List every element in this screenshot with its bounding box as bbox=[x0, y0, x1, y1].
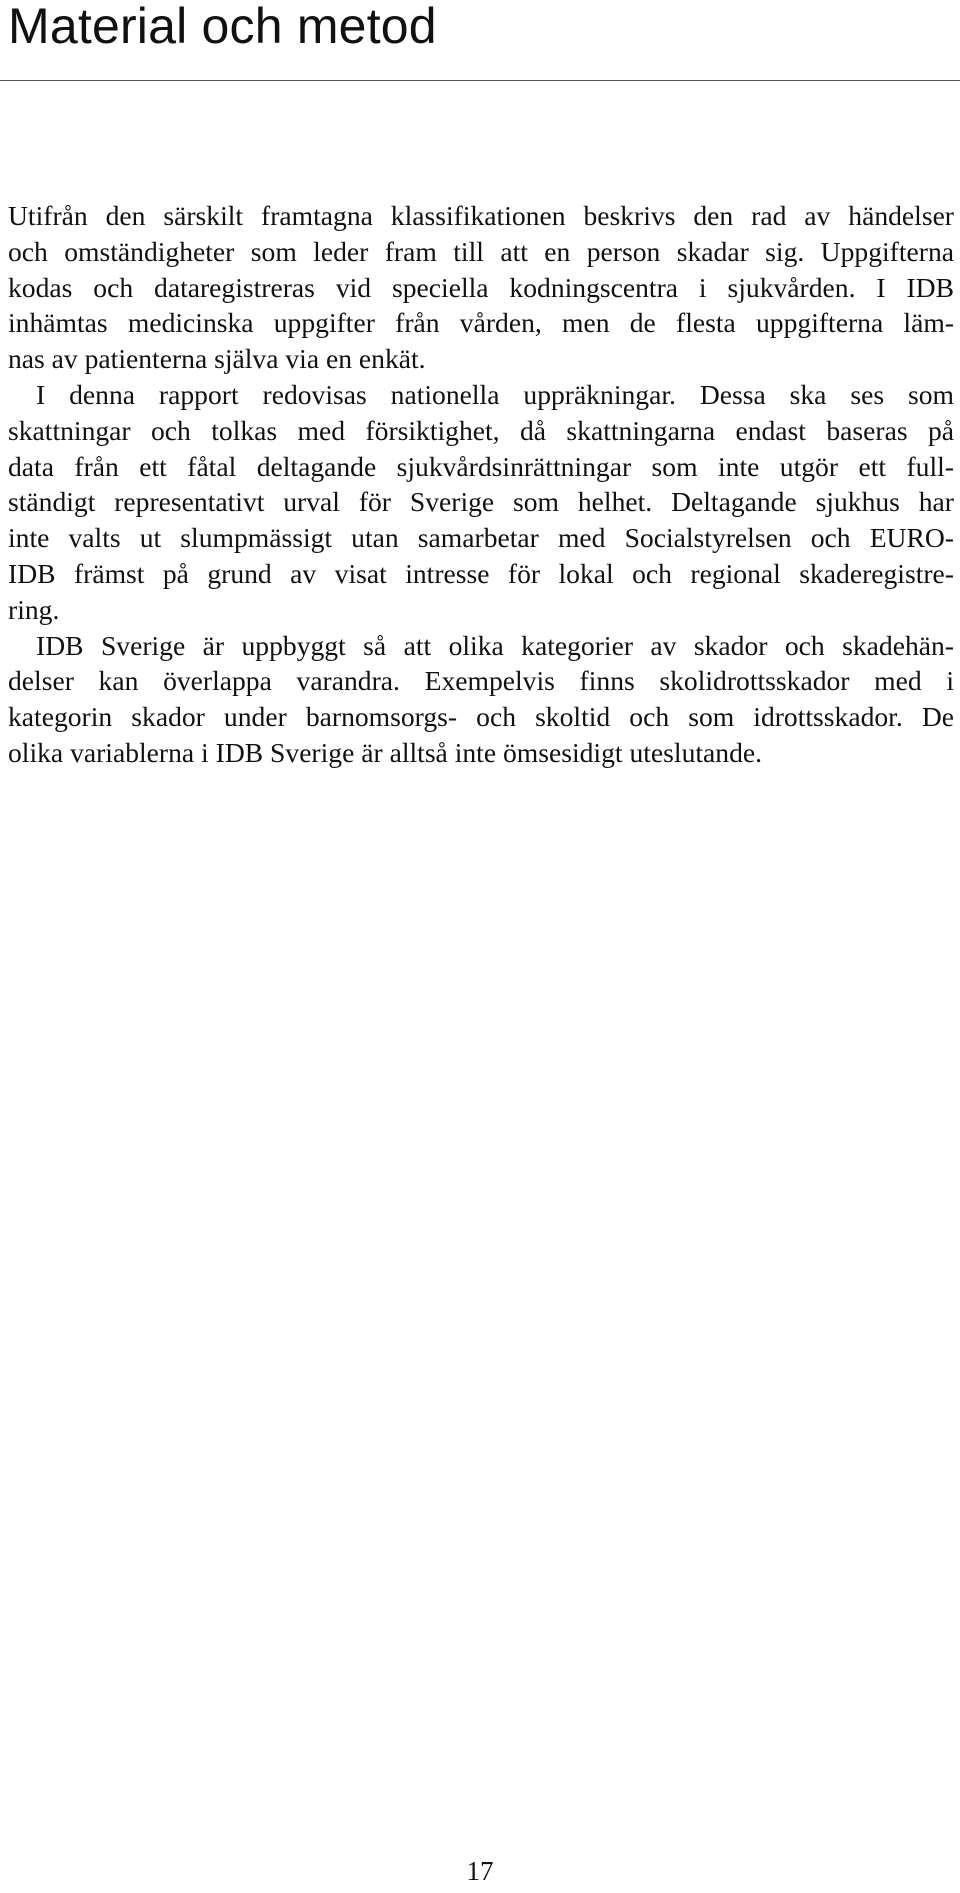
text-line: IDB Sverige är uppbyggt så att olika kategorier av skador och skadehän- bbox=[36, 629, 954, 661]
text-line: kodas och dataregistreras vid speciella kodningscentra i sjukvården. I IDB bbox=[8, 271, 954, 303]
text-line: ring. bbox=[8, 593, 60, 625]
text-line: kategorin skador under barnomsorgs- och skoltid och som idrottsskador. De bbox=[8, 701, 954, 733]
paragraph-estimates bbox=[8, 377, 954, 628]
text-line: inte valts ut slumpmässigt utan samarbetar med Socialstyrelsen och EURO- bbox=[8, 522, 954, 554]
text-line: nas av patienterna själva via en enkät. bbox=[8, 343, 426, 375]
text-line: olika variablerna i IDB Sverige är alltså inte ömsesidigt uteslutande. bbox=[8, 736, 763, 768]
text-line: ständigt representativt urval för Sverige som helhet. Deltagande sjukhus har bbox=[8, 486, 954, 518]
text-line: och omständigheter som leder fram till att en person skadar sig. Uppgifterna bbox=[8, 235, 954, 267]
paragraph-intro bbox=[8, 198, 954, 377]
text-line: delser kan överlappa varandra. Exempelvis finns skolidrottsskador med i bbox=[8, 665, 954, 697]
text-line: IDB främst på grund av visat intresse för lokal och regional skaderegistre- bbox=[8, 557, 954, 589]
text-line: skattningar och tolkas med försiktighet, då skattningarna endast baseras på bbox=[8, 414, 954, 446]
page-title: Material och metod bbox=[8, 0, 437, 54]
page-number-text: 17 bbox=[466, 1856, 494, 1886]
text-line: inhämtas medicinska uppgifter från vården, men de flesta uppgifterna läm- bbox=[8, 307, 954, 339]
text-line: I denna rapport redovisas nationella uppräkningar. Dessa ska ses som bbox=[36, 378, 954, 410]
title-divider bbox=[0, 80, 960, 81]
document-body bbox=[8, 198, 954, 771]
paragraph-overlap bbox=[8, 628, 954, 771]
text-line: Utifrån den särskilt framtagna klassifikationen beskrivs den rad av händelser bbox=[8, 200, 954, 231]
text-line: data från ett fåtal deltagande sjukvårdsinrättningar som inte utgör ett full- bbox=[8, 450, 954, 482]
page-number bbox=[0, 1856, 960, 1886]
